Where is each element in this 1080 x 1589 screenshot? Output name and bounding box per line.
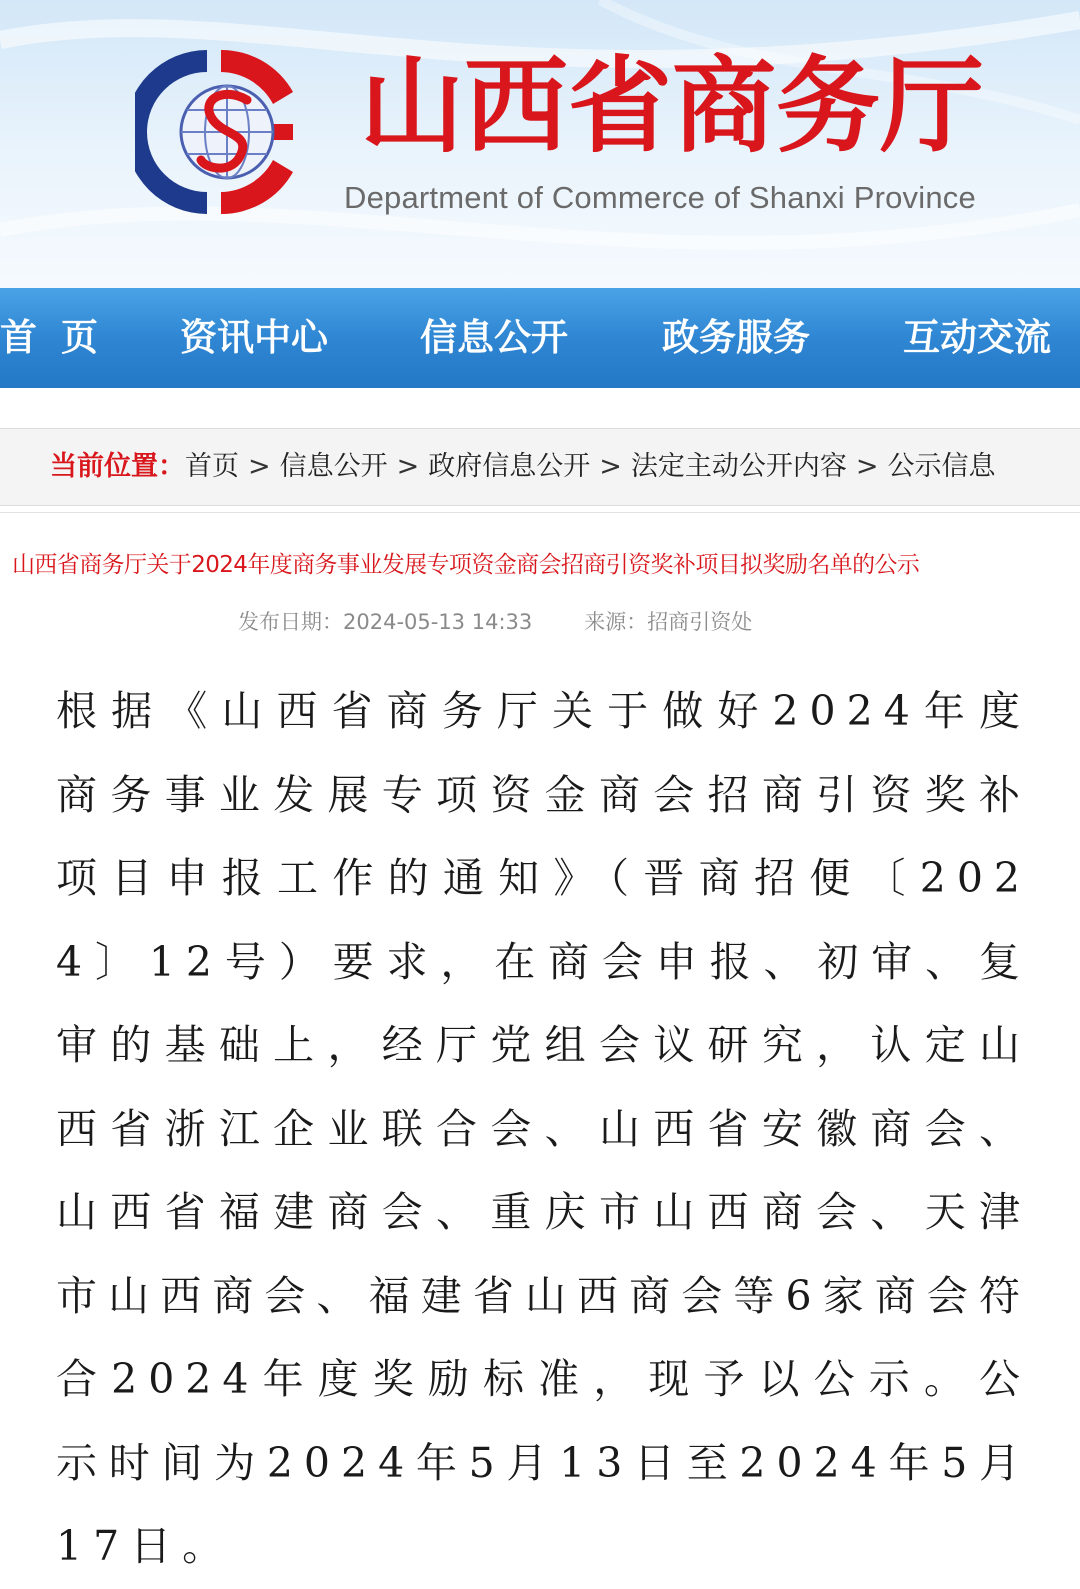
site-header [0,0,1080,288]
breadcrumb-item-government-information[interactable]: 政府信息公开 [428,451,591,482]
breadcrumb-item-statutory-content[interactable]: 法定主动公开内容 [630,451,847,482]
article-title: 山西省商务厅关于2024年度商务事业发展专项资金商会招商引资奖补项目拟奖励名单的公示 [12,552,920,578]
article-meta [238,602,752,642]
site-subtitle: Department of Commerce of Shanxi Province [344,180,976,215]
nav-item-information-disclosure[interactable]: 信息公开 [420,316,568,359]
breadcrumb-item-public-notice[interactable]: 公示信息 [887,451,996,482]
nav-item-home[interactable]: 首页 [0,316,122,359]
main-navigation [0,288,1080,388]
breadcrumb-separator: > [855,451,879,482]
breadcrumb-item-home[interactable]: 首页 [185,451,239,482]
article-body: 根据《山西省商务厅关于做好2024年度商务事业发展专项资金商会招商引资奖补项目申报工作的通知》（晋商招便〔2024〕12号）要求，在商会申报、初审、复审的基础上，经厅党组会议研究，认定山西省浙江企业联合会、山西省安徽商会、山西省福建商会、重庆市山西商会、天津市山西商会、福建省山西商会等6家商会符合2024年度奖励标准，现予以公示。公示时间为2024年5月13日至2024年5月17日。 [56,687,1031,1570]
divider [0,512,1080,513]
breadcrumb [50,429,996,505]
publish-date-label: 发布日期： [238,610,343,634]
nav-item-news-center[interactable]: 资讯中心 [180,316,328,359]
breadcrumb-label: 当前位置： [50,451,185,482]
breadcrumb-separator: > [248,451,271,482]
breadcrumb-separator: > [599,451,622,482]
site-title: 山西省商务厅 [360,45,985,167]
globe-s-logo-icon[interactable] [135,42,295,222]
source: 招商引资处 [647,610,753,634]
nav-item-interaction[interactable]: 互动交流 [903,316,1051,359]
nav-item-government-services[interactable]: 政务服务 [662,316,810,359]
breadcrumb-item-information-disclosure[interactable]: 信息公开 [279,451,388,482]
breadcrumb-separator: > [396,451,420,482]
publish-date: 2024-05-13 14:33 [343,610,533,634]
source-label: 来源： [584,610,648,634]
breadcrumb-bar [0,428,1080,506]
